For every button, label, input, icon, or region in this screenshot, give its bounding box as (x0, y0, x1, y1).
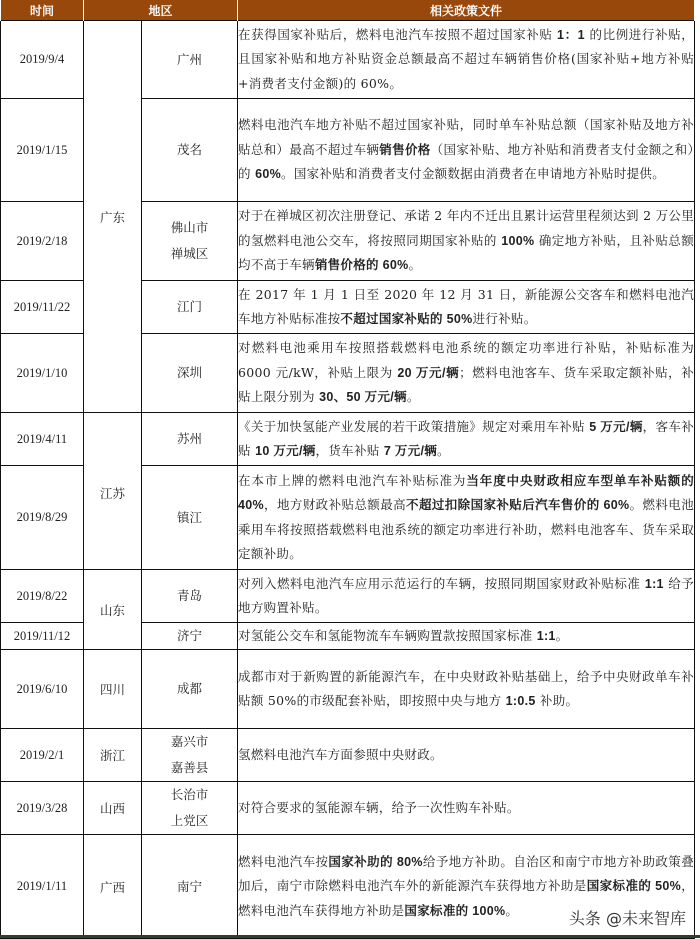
province-cell: 四川 (84, 650, 142, 729)
date-cell: 2019/3/28 (1, 782, 84, 835)
date-cell: 2019/1/11 (1, 835, 84, 939)
province-cell: 山东 (84, 570, 142, 650)
table-row (1, 21, 695, 99)
emphasis-text: 5 万元/辆 (589, 419, 643, 434)
policy-cell: 成都市对于新购置的新能源汽车，在中央财政补贴基础上，给予中央财政单车补贴额 50%的市级配套补贴，即按照中央与地方 1:0.5 补助。 (238, 650, 695, 729)
province-cell: 山西 (84, 782, 142, 835)
policy-cell: 对氢能公交车和氢能物流车车辆购置款按照国家标准 1:1。 (238, 623, 695, 650)
city-line: 长治市 (170, 787, 209, 802)
emphasis-text: 60% (255, 167, 282, 182)
city-line: 佛山市 (170, 220, 209, 235)
emphasis-text: 30、50 万元/辆 (319, 390, 407, 405)
city-cell: 济宁 (142, 623, 238, 650)
emphasis-text: 不超过扣除国家补贴后汽车售价的 60% (406, 498, 630, 512)
emphasis-text: 国家补助的 80% (328, 854, 423, 869)
policy-cell: 对符合要求的氢能源车辆，给予一次性购车补贴。 (238, 782, 695, 835)
emphasis-text: 销售价格 (379, 142, 431, 157)
province-cell: 浙江 (84, 729, 142, 782)
date-cell: 2019/1/10 (1, 334, 84, 413)
city-cell: 苏州 (142, 413, 238, 466)
emphasis-text: 1:0.5 (505, 694, 536, 708)
date-cell: 2019/6/10 (1, 650, 84, 729)
policy-cell: 对燃料电池乘用车按照搭载燃料电池系统的额定功率进行补贴，补贴标准为 6000 元/kW，补贴上限为 20 万元/辆；燃料电池客车、货车采取定额补贴，补贴上限分别为 30、50 万元/辆。 (238, 334, 695, 413)
emphasis-text: 国家标准的 50% (586, 879, 682, 894)
city-cell (142, 729, 238, 782)
city-cell: 江门 (142, 281, 238, 334)
policy-cell: 在 2017 年 1 月 1 日至 2020 年 12 月 31 日，新能源公交客车和燃料电池汽车地方补贴标准按不超过国家补贴的 50%进行补贴。 (238, 281, 695, 334)
date-cell: 2019/2/1 (1, 729, 84, 782)
emphasis-text: 1:1 (644, 576, 664, 591)
header-policy: 相关政策文件 (238, 0, 695, 21)
table-row (1, 650, 695, 729)
date-cell: 2019/11/22 (1, 281, 84, 334)
emphasis-text: 销售价格的 60% (314, 258, 409, 273)
city-cell: 广州 (142, 21, 238, 99)
city-line: 禅城区 (170, 246, 209, 261)
emphasis-text: 10 万元/辆 (255, 444, 316, 458)
date-cell: 2019/11/12 (1, 623, 84, 650)
city-cell: 深圳 (142, 334, 238, 413)
table-row (1, 782, 695, 835)
emphasis-text: 1:1 (536, 628, 556, 643)
province-cell: 江苏 (84, 413, 142, 570)
city-cell: 南宁 (142, 835, 238, 939)
emphasis-text: 7 万元/辆 (383, 444, 438, 458)
table-row (1, 729, 695, 782)
city-cell: 青岛 (142, 570, 238, 623)
header-region: 地区 (84, 0, 238, 21)
policy-cell: 氢燃料电池汽车方面参照中央财政。 (238, 729, 695, 782)
city-cell: 成都 (142, 650, 238, 729)
city-line: 嘉善县 (170, 760, 209, 775)
emphasis-text: 当年度中央财政相应车型单车补贴额的 40% (238, 473, 695, 512)
emphasis-text: 20 万元/辆 (397, 365, 460, 380)
city-line: 嘉兴市 (170, 734, 209, 749)
policy-cell: 对于在禅城区初次注册登记、承诺 2 年内不迁出且累计运营里程须达到 2 万公里的氢燃料电池公交车，将按照同期国家补贴的 100% 确定地方补贴，且补贴总额均不高于车辆销售价格的 60%。 (238, 202, 695, 281)
date-cell: 2019/2/18 (1, 202, 84, 281)
policy-cell: 对列入燃料电池汽车应用示范运行的车辆，按照同期国家财政补贴标准 1:1 给予地方购置补贴。 (238, 570, 695, 623)
table-row (1, 413, 695, 466)
city-cell (142, 202, 238, 281)
emphasis-text: 100% (501, 233, 535, 248)
table-row (1, 570, 695, 623)
city-line: 上党区 (170, 813, 209, 828)
watermark: 头条 @未来智库 (567, 906, 688, 929)
header-time: 时间 (1, 0, 84, 21)
date-cell: 2019/9/4 (1, 21, 84, 99)
policy-cell: 燃料电池汽车按国家补助的 80%给予地方补助。自治区和南宁市地方补助政策叠加后，南宁市除燃料电池汽车外的新能源汽车获得地方补助是国家标准的 50%，燃料电池汽车获得地方补助是国家标准的 100%。 (238, 835, 695, 939)
policy-cell: 燃料电池汽车地方补贴不超过国家补贴，同时单车补贴总额（国家补贴及地方补贴总和）最高不超过车辆销售价格（国家补贴、地方补贴和消费者支付金额之和）的 60%。国家补贴和消费者支付金额数据由消费者在申请地方补贴时提供。 (238, 99, 695, 202)
table-header-row (1, 0, 695, 21)
policy-cell: 在本市上牌的燃料电池汽车补贴标准为当年度中央财政相应车型单车补贴额的 40%，地方财政补贴总额最高不超过扣除国家补贴后汽车售价的 60%。燃料电池乘用车将按照搭载燃料电池系统的额定功率进行补助，燃料电池客车、货车采取定额补助。 (238, 466, 695, 570)
policy-cell: 《关于加快氢能产业发展的若干政策措施》规定对乘用车补贴 5 万元/辆，客车补贴 10 万元/辆，货车补贴 7 万元/辆。 (238, 413, 695, 466)
province-cell: 广西 (84, 835, 142, 939)
city-cell: 镇江 (142, 466, 238, 570)
date-cell: 2019/1/15 (1, 99, 84, 202)
emphasis-text: 国家标准的 100% (404, 903, 506, 918)
date-cell: 2019/8/29 (1, 466, 84, 570)
emphasis-text: 不超过国家补贴的 50% (340, 312, 473, 326)
policy-cell: 在获得国家补贴后，燃料电池汽车按照不超过国家补贴 1：1 的比例进行补贴，且国家补贴和地方补贴资金总额最高不超过车辆销售价格(国家补贴+地方补贴+消费者支付金额)的 60%。 (238, 21, 695, 99)
city-cell: 茂名 (142, 99, 238, 202)
emphasis-text: 1：1 (557, 27, 585, 42)
date-cell: 2019/4/11 (1, 413, 84, 466)
date-cell: 2019/8/22 (1, 570, 84, 623)
province-cell: 广东 (84, 21, 142, 413)
city-cell (142, 782, 238, 835)
